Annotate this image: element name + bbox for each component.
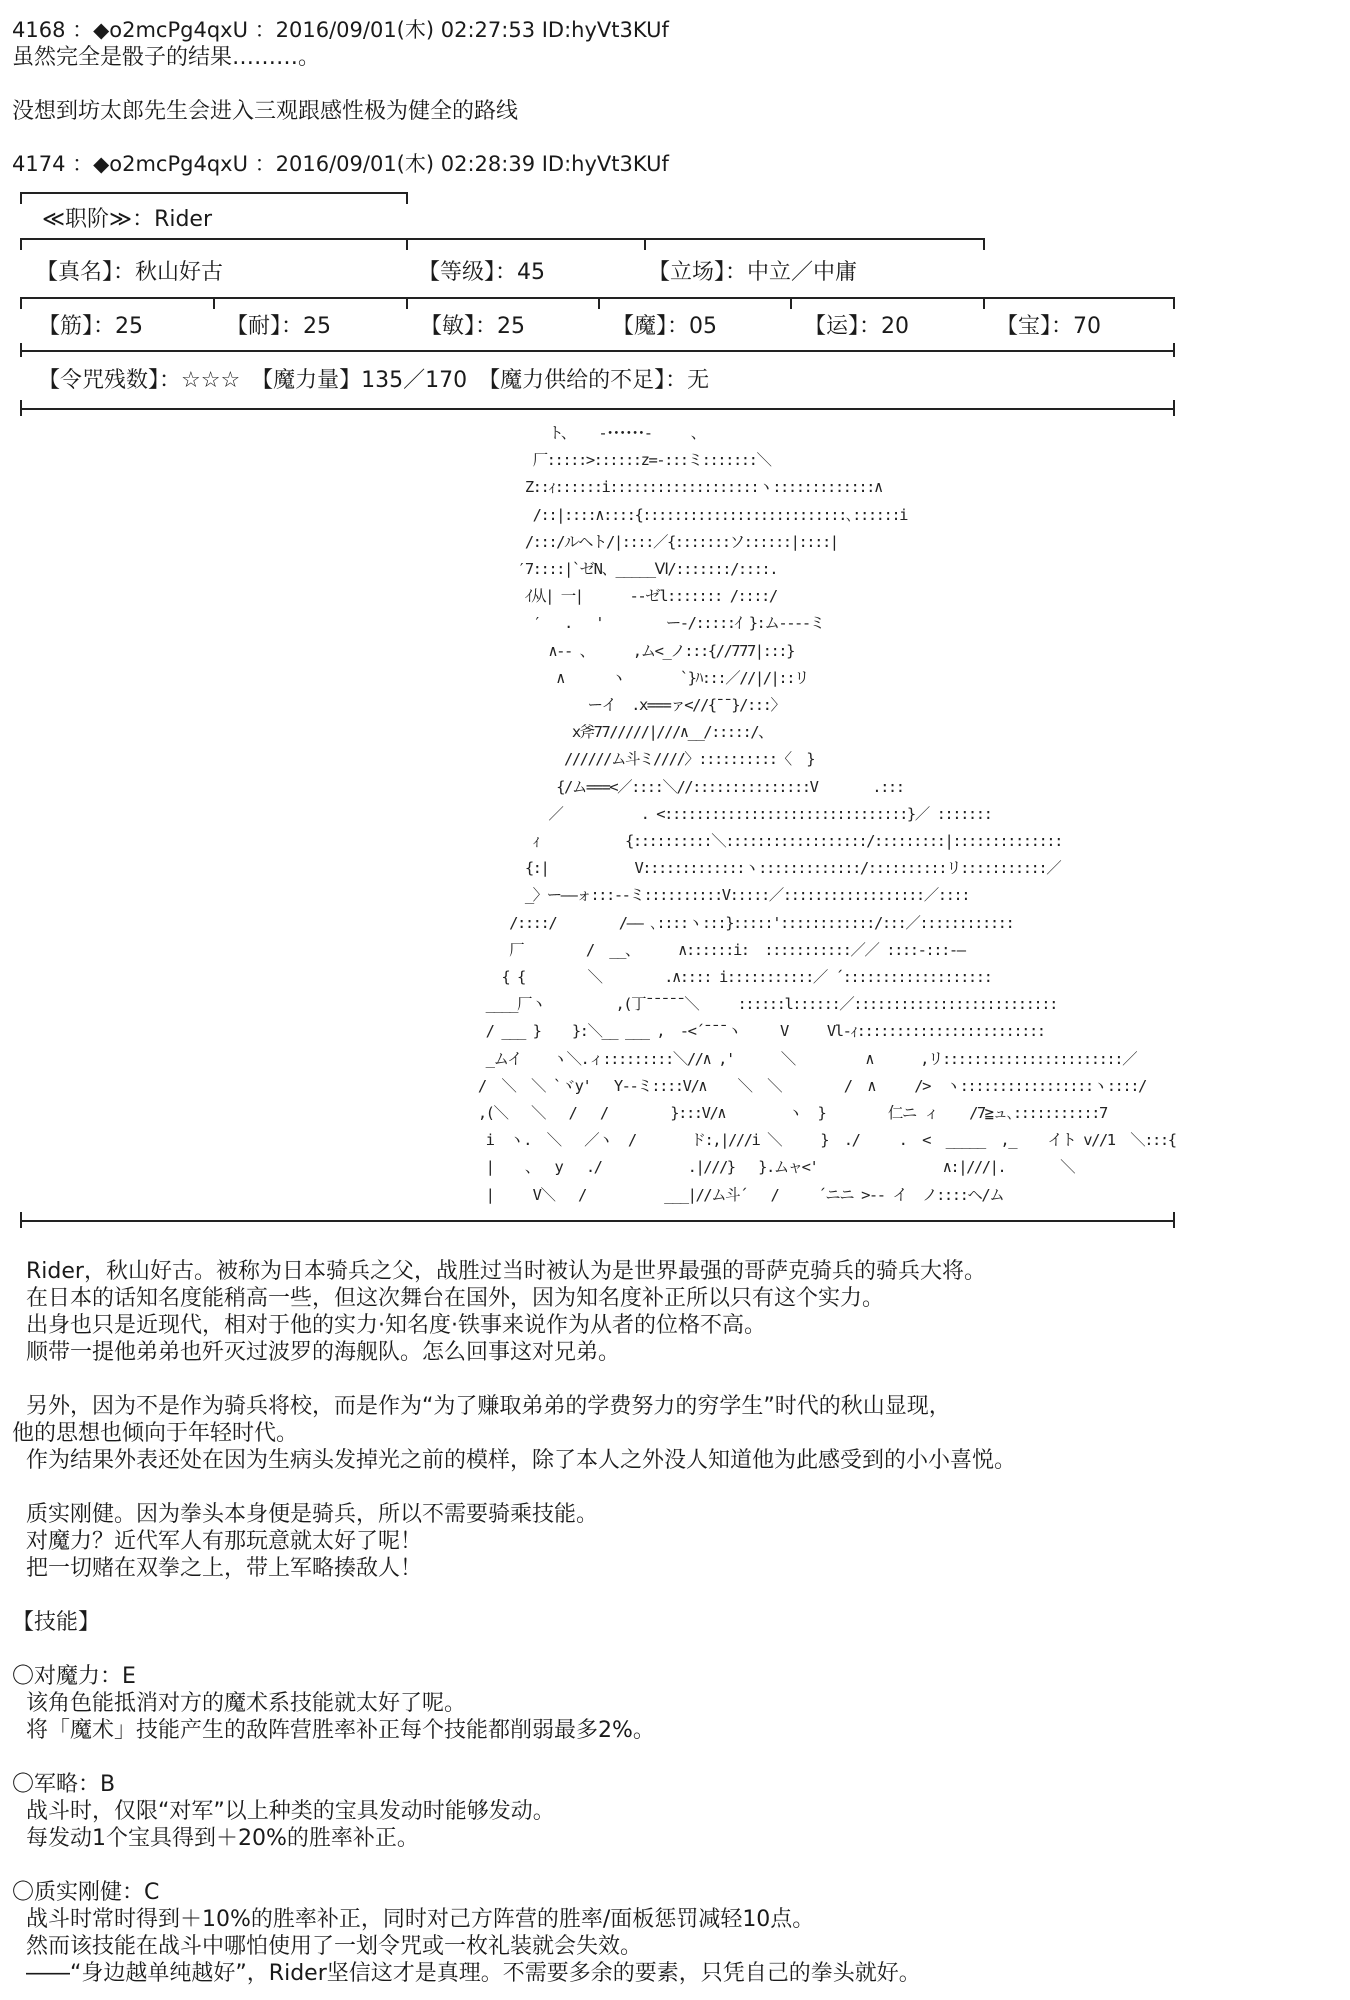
table-border xyxy=(598,297,600,309)
table-border xyxy=(406,192,408,204)
description-line: 对魔力？近代军人有那玩意就太好了呢！ xyxy=(26,1529,423,1554)
table-border xyxy=(213,297,215,309)
table-border xyxy=(20,238,22,250)
true-name: 【真名】：秋山好古 xyxy=(36,260,224,285)
post-header-4168: 4168 ：◆o2mcPg4qxU ：2016/09/01(木) 02:27:53 ID:hyVt3KUf xyxy=(12,18,669,42)
description-line: 质实刚健。因为拳头本身便是骑兵，所以不需要骑乘技能。 xyxy=(26,1502,599,1527)
skills-heading: 【技能】 xyxy=(12,1610,101,1635)
post-text-line: 虽然完全是骰子的结果………。 xyxy=(12,45,321,70)
skill-desc: ――“身边越单纯越好”，Rider坚信这才是真理。不需要多余的要素，只凭自己的拳头就好。 xyxy=(26,1961,921,1986)
table-border xyxy=(406,297,408,309)
table-border xyxy=(1173,400,1175,416)
post-header-4174: 4174 ：◆o2mcPg4qxU ：2016/09/01(木) 02:28:39 ID:hyVt3KUf xyxy=(12,152,669,176)
description-line: 他的思想也倾向于年轻时代。 xyxy=(12,1421,299,1446)
stat-luck: 【运】：20 xyxy=(804,314,909,339)
table-border xyxy=(1173,297,1175,309)
table-border xyxy=(20,350,1175,352)
alignment: 【立场】：中立／中庸 xyxy=(648,260,858,285)
table-border xyxy=(644,238,646,250)
skill-desc: 每发动1个宝具得到＋20%的胜率补正。 xyxy=(26,1826,419,1851)
description-line: 顺带一提他弟弟也歼灭过波罗的海舰队。怎么回事这对兄弟。 xyxy=(26,1340,621,1365)
stat-agi: 【敏】：25 xyxy=(420,314,525,339)
description-line: 把一切赌在双拳之上，带上军略揍敌人！ xyxy=(26,1556,423,1581)
description-line: 出身也只是近现代，相对于他的实力·知名度·铁事来说作为从者的位格不高。 xyxy=(26,1313,766,1338)
art-divider xyxy=(20,1212,22,1228)
table-border xyxy=(20,343,22,357)
stat-np: 【宝】：70 xyxy=(996,314,1101,339)
skill-desc: 该角色能抵消对方的魔术系技能就太好了呢。 xyxy=(26,1691,467,1716)
table-border xyxy=(983,297,985,309)
skill-desc: 战斗时常时得到＋10%的胜率补正，同时对己方阵营的胜率/面板惩罚减轻10点。 xyxy=(26,1907,815,1932)
table-border xyxy=(20,297,22,309)
description-line: 另外，因为不是作为骑兵将校，而是作为“为了赚取弟弟的学费努力的穷学生”时代的秋山显现， xyxy=(26,1394,951,1419)
skill-name: 〇军略：B xyxy=(12,1772,116,1797)
ascii-art-figure: ト、 -･･････- 、 厂:::::>::::::z=-:::ミ:::::::＼ Z::ｨ::::::i:::::::::::::::::::ヽ:::::::::::::∧ /::|::::∧::::{::::::::::::::::::::::::::､::::::i /:::/ルヘト/|::::／{:::::::ソ::::::|::::| ′7::::|`ゼN、_____Ⅵ/:::::::/::::. ｲ从| 一| --ゼl::::::: /::::/ ′ . ' ー-/:::::ｲ }:ム----ミ ∧-- 、 ,ム<_ノ:::{//777|:::} ∧ ヽ `}ﾊ:::／//|/|::リ ーイ .x===ァ<//{¯¯}/:::〉 x斧77/////|///∧__/:::::/、 //////ム斗ミ////〉::::::::::〈 } {/ム===<／::::＼//:::::::::::::::V .::: ／ . <:::::::::::::::::::::::::::::::}／ ::::::: ｨ {::::::::::＼::::::::::::::::::/:::::::::|:::::::::::::: {:| V:::::::::::::ヽ:::::::::::::/::::::::::リ:::::::::::／ _〉ー――ォ:::--ミ::::::::::V:::::／::::::::::::::::::／:::: /::::/ /―― ､::::ヽ:::}:::::'::::::::::::/:::／:::::::::::: 厂 / __、 ∧::::::i: :::::::::::／／ ::::-:::-― { { ＼ .∧:::: i:::::::::::／ ´::::::::::::::::::: ____厂ヽ ,(丁¯¯¯¯¯＼ ::::::l::::::／:::::::::::::::::::::::::: / ___ } }:＼__ ___ , -<´¯¯¯ヽ V Vl-ｨ:::::::::::::::::::::::: _ムイ ヽ＼.ィ:::::::::＼//∧ ,' ＼ ∧ ,リ:::::::::::::::::::::::／ / ＼ ＼ `ヾy' Y--ミ::::V/∧ ＼ ＼ / ∧ /> ヽ:::::::::::::::::ヽ::::/ ,(＼ ＼ / / }:::V/∧ ヽ } 仁ニ ィ /7≧ュ､:::::::::::7 i ヽ. ＼ ／ヽ / ド:,|///i ＼ } ./ . < _____ ,_ イト v//1 ＼:::{ | 、 y ./ .|///} }.ムャ<' ∧:|///|. ＼ | V＼ / ___|//ム斗´ / ´ニニ >-- イ ノ::::ヘ/ム xyxy=(477,424,1176,1204)
table-border xyxy=(983,238,985,250)
skill-name: 〇对魔力：E xyxy=(12,1664,136,1689)
table-border xyxy=(20,408,1175,410)
description-line: Rider，秋山好古。被称为日本骑兵之父，战胜过当时被认为是世界最强的哥萨克骑兵的骑兵大将。 xyxy=(26,1259,986,1284)
class-label: ≪职阶≫：Rider xyxy=(42,207,213,232)
art-divider xyxy=(20,1220,1175,1222)
command-seals: 【令咒残数】：☆☆☆ 【魔力量】135／170 【魔力供给的不足】：无 xyxy=(38,368,710,393)
table-border xyxy=(20,192,22,204)
stat-end: 【耐】：25 xyxy=(226,314,331,339)
skill-desc: 然而该技能在战斗中哪怕使用了一划令咒或一枚礼装就会失效。 xyxy=(26,1934,643,1959)
table-border xyxy=(20,192,408,194)
stat-str: 【筋】：25 xyxy=(38,314,143,339)
skill-desc: 将「魔术」技能产生的敌阵营胜率补正每个技能都削弱最多2%。 xyxy=(26,1718,655,1743)
skill-name: 〇质实刚健：C xyxy=(12,1880,160,1905)
stat-mag: 【魔】：05 xyxy=(612,314,717,339)
table-border xyxy=(790,297,792,309)
description-line: 在日本的话知名度能稍高一些，但这次舞台在国外，因为知名度补正所以只有这个实力。 xyxy=(26,1286,885,1311)
table-border xyxy=(1173,343,1175,357)
art-divider xyxy=(1173,1212,1175,1228)
level: 【等级】：45 xyxy=(418,260,545,285)
table-border xyxy=(20,400,22,416)
post-text-line: 没想到坊太郎先生会进入三观跟感性极为健全的路线 xyxy=(12,99,519,124)
table-border xyxy=(406,238,408,250)
skill-desc: 战斗时，仅限“对军”以上种类的宝具发动时能够发动。 xyxy=(26,1799,555,1824)
description-line: 作为结果外表还处在因为生病头发掉光之前的模样，除了本人之外没人知道他为此感受到的小小喜悦。 xyxy=(26,1448,1017,1473)
table-border xyxy=(20,238,985,240)
